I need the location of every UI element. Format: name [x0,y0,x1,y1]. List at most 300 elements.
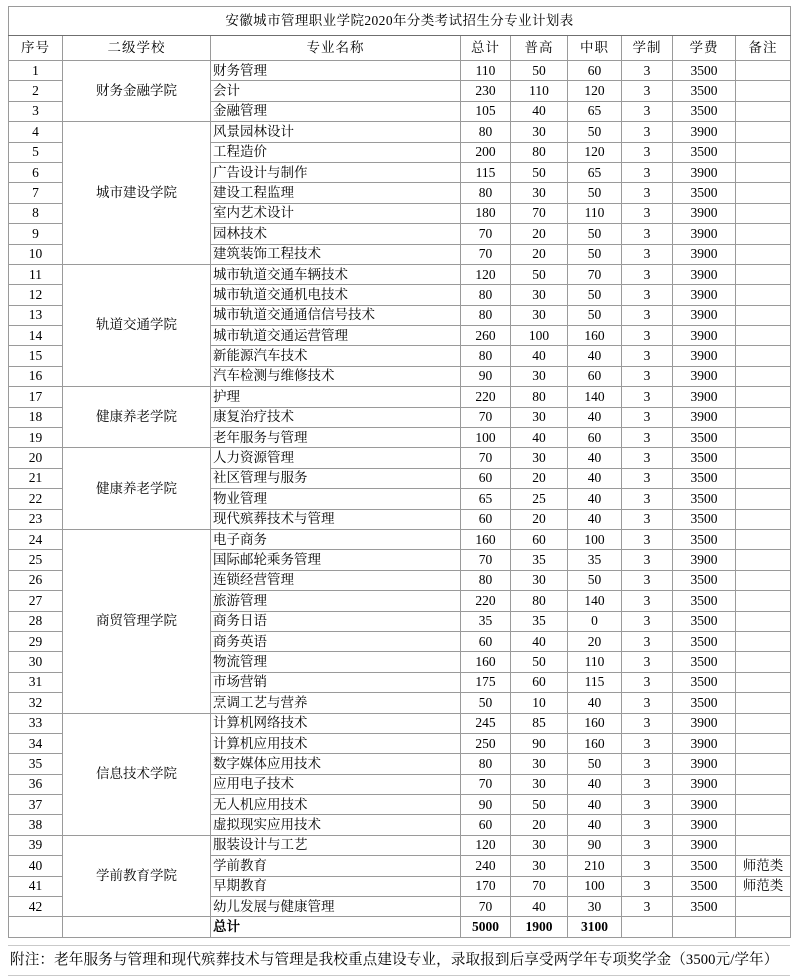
cell-no: 2 [9,81,63,101]
cell-fee: 3500 [673,468,736,488]
cell-fee: 3900 [673,835,736,855]
cell-general: 10 [511,693,568,713]
cell-fee: 3500 [673,631,736,651]
cell-no: 33 [9,713,63,733]
cell-general: 30 [511,856,568,876]
cell-remark [736,693,791,713]
cell-years: 3 [622,876,673,896]
cell-vocational: 115 [568,672,622,692]
cell-vocational: 50 [568,305,622,325]
cell-school: 信息技术学院 [63,713,211,835]
cell-major: 汽车检测与维修技术 [211,366,461,386]
cell-total: 50 [461,693,511,713]
cell-fee: 3500 [673,611,736,631]
cell-years: 3 [622,529,673,549]
cell-general: 40 [511,631,568,651]
cell-major: 现代殡葬技术与管理 [211,509,461,529]
cell-fee: 3900 [673,264,736,284]
cell-years: 3 [622,428,673,448]
cell-vocational: 35 [568,550,622,570]
cell-no: 3 [9,101,63,121]
cell-fee: 3500 [673,876,736,896]
cell-total: 35 [461,611,511,631]
column-header-vocational: 中职 [568,36,622,61]
cell-no: 11 [9,264,63,284]
cell-remark [736,122,791,142]
cell-major: 物业管理 [211,489,461,509]
cell-vocational: 60 [568,366,622,386]
cell-major: 护理 [211,387,461,407]
cell-total: 175 [461,672,511,692]
cell-vocational: 140 [568,591,622,611]
cell-fee: 3900 [673,285,736,305]
cell-major: 物流管理 [211,652,461,672]
cell-major: 广告设计与制作 [211,162,461,182]
cell-general: 30 [511,407,568,427]
cell-remark [736,652,791,672]
cell-fee: 3900 [673,387,736,407]
cell-general: 40 [511,428,568,448]
cell-major: 电子商务 [211,529,461,549]
cell-general: 35 [511,611,568,631]
cell-years: 3 [622,346,673,366]
cell-vocational: 210 [568,856,622,876]
table-row [9,264,791,284]
cell-no: 39 [9,835,63,855]
cell-years: 3 [622,366,673,386]
cell-major: 数字媒体应用技术 [211,754,461,774]
cell-remark [736,835,791,855]
cell-major: 城市轨道交通车辆技术 [211,264,461,284]
cell-major: 康复治疗技术 [211,407,461,427]
cell-no: 27 [9,591,63,611]
cell-general: 50 [511,61,568,81]
cell-general: 50 [511,795,568,815]
table-row [9,61,791,81]
cell-general: 35 [511,550,568,570]
cell-general: 20 [511,509,568,529]
cell-vocational: 50 [568,244,622,264]
cell-general: 30 [511,754,568,774]
cell-no: 21 [9,468,63,488]
cell-years: 3 [622,81,673,101]
cell-fee: 3500 [673,183,736,203]
cell-years: 3 [622,835,673,855]
admission-plan-table [8,6,791,938]
cell-no: 15 [9,346,63,366]
cell-fee: 3500 [673,672,736,692]
cell-years: 3 [622,224,673,244]
cell-years: 3 [622,856,673,876]
column-header-fee: 学费 [673,36,736,61]
table-total-row [9,917,791,937]
footer-note: 附注：老年服务与管理和现代殡葬技术与管理是我校重点建设专业，录取报到后享受两学年专项奖学金（3500元/学年） [10,951,779,968]
cell-no: 9 [9,224,63,244]
cell-remark [736,631,791,651]
table-row [9,529,791,549]
cell-major: 商务英语 [211,631,461,651]
cell-fee: 3500 [673,448,736,468]
total-cell-general: 1900 [511,917,568,937]
cell-total: 80 [461,122,511,142]
cell-vocational: 160 [568,326,622,346]
cell-years: 3 [622,611,673,631]
cell-years: 3 [622,203,673,223]
cell-no: 34 [9,733,63,753]
total-cell-fee [673,917,736,937]
cell-vocational: 0 [568,611,622,631]
cell-no: 14 [9,326,63,346]
cell-major: 金融管理 [211,101,461,121]
cell-no: 1 [9,61,63,81]
footer-note-container [8,945,790,976]
cell-no: 40 [9,856,63,876]
cell-no: 31 [9,672,63,692]
cell-years: 3 [622,387,673,407]
cell-total: 90 [461,795,511,815]
cell-general: 60 [511,529,568,549]
column-header-school: 二级学校 [63,36,211,61]
cell-no: 19 [9,428,63,448]
cell-vocational: 140 [568,387,622,407]
cell-vocational: 50 [568,285,622,305]
cell-vocational: 50 [568,122,622,142]
cell-vocational: 100 [568,529,622,549]
cell-general: 30 [511,448,568,468]
cell-fee: 3500 [673,856,736,876]
cell-remark [736,795,791,815]
cell-years: 3 [622,774,673,794]
cell-fee: 3900 [673,713,736,733]
cell-total: 70 [461,244,511,264]
cell-remark [736,897,791,917]
cell-general: 30 [511,366,568,386]
cell-vocational: 40 [568,489,622,509]
cell-years: 3 [622,407,673,427]
cell-general: 40 [511,897,568,917]
cell-no: 6 [9,162,63,182]
cell-remark [736,101,791,121]
cell-no: 22 [9,489,63,509]
cell-remark [736,387,791,407]
cell-major: 计算机网络技术 [211,713,461,733]
cell-vocational: 40 [568,468,622,488]
cell-major: 人力资源管理 [211,448,461,468]
total-cell-no [9,917,63,937]
cell-remark [736,183,791,203]
cell-years: 3 [622,713,673,733]
cell-years: 3 [622,448,673,468]
cell-no: 25 [9,550,63,570]
cell-fee: 3500 [673,81,736,101]
cell-total: 160 [461,652,511,672]
cell-vocational: 20 [568,631,622,651]
title-row [9,7,791,36]
cell-major: 无人机应用技术 [211,795,461,815]
cell-remark [736,162,791,182]
cell-fee: 3900 [673,244,736,264]
cell-no: 17 [9,387,63,407]
cell-years: 3 [622,101,673,121]
cell-general: 85 [511,713,568,733]
cell-fee: 3900 [673,305,736,325]
cell-no: 18 [9,407,63,427]
cell-vocational: 120 [568,142,622,162]
cell-total: 60 [461,631,511,651]
cell-vocational: 50 [568,183,622,203]
cell-general: 70 [511,876,568,896]
cell-major: 城市轨道交通通信信号技术 [211,305,461,325]
cell-fee: 3900 [673,224,736,244]
cell-remark [736,570,791,590]
cell-total: 70 [461,550,511,570]
cell-no: 13 [9,305,63,325]
cell-vocational: 120 [568,81,622,101]
cell-general: 80 [511,591,568,611]
cell-general: 30 [511,570,568,590]
cell-total: 100 [461,428,511,448]
cell-fee: 3500 [673,591,736,611]
cell-general: 20 [511,468,568,488]
cell-fee: 3500 [673,142,736,162]
cell-total: 70 [461,774,511,794]
cell-school: 健康养老学院 [63,448,211,530]
cell-remark [736,489,791,509]
cell-years: 3 [622,631,673,651]
cell-years: 3 [622,509,673,529]
cell-remark: 师范类 [736,876,791,896]
cell-remark [736,591,791,611]
cell-remark [736,672,791,692]
cell-years: 3 [622,795,673,815]
column-header-general: 普高 [511,36,568,61]
cell-years: 3 [622,815,673,835]
total-cell-vocational: 3100 [568,917,622,937]
cell-fee: 3900 [673,203,736,223]
cell-school: 学前教育学院 [63,835,211,917]
total-cell-years [622,917,673,937]
cell-total: 230 [461,81,511,101]
cell-remark [736,326,791,346]
cell-general: 60 [511,672,568,692]
cell-fee: 3500 [673,693,736,713]
cell-remark [736,407,791,427]
cell-remark [736,774,791,794]
cell-vocational: 40 [568,693,622,713]
cell-general: 40 [511,101,568,121]
cell-total: 120 [461,264,511,284]
cell-years: 3 [622,550,673,570]
cell-total: 170 [461,876,511,896]
cell-major: 幼儿发展与健康管理 [211,897,461,917]
cell-fee: 3900 [673,162,736,182]
cell-major: 新能源汽车技术 [211,346,461,366]
cell-fee: 3900 [673,815,736,835]
cell-total: 60 [461,815,511,835]
table-body [9,7,791,938]
cell-fee: 3500 [673,489,736,509]
cell-years: 3 [622,183,673,203]
cell-vocational: 160 [568,713,622,733]
cell-years: 3 [622,142,673,162]
cell-remark [736,285,791,305]
cell-major: 建设工程监理 [211,183,461,203]
cell-fee: 3900 [673,733,736,753]
cell-no: 37 [9,795,63,815]
cell-remark [736,713,791,733]
cell-school: 健康养老学院 [63,387,211,448]
cell-major: 服装设计与工艺 [211,835,461,855]
cell-remark [736,61,791,81]
cell-general: 30 [511,183,568,203]
cell-general: 30 [511,305,568,325]
cell-major: 建筑装饰工程技术 [211,244,461,264]
cell-fee: 3500 [673,529,736,549]
column-header-remark: 备注 [736,36,791,61]
cell-no: 32 [9,693,63,713]
cell-years: 3 [622,570,673,590]
cell-school: 商贸管理学院 [63,529,211,713]
cell-no: 16 [9,366,63,386]
cell-school: 城市建设学院 [63,122,211,265]
cell-total: 80 [461,305,511,325]
cell-major: 风景园林设计 [211,122,461,142]
cell-major: 商务日语 [211,611,461,631]
cell-total: 240 [461,856,511,876]
cell-vocational: 40 [568,407,622,427]
cell-total: 220 [461,591,511,611]
total-cell-remark [736,917,791,937]
cell-vocational: 160 [568,733,622,753]
cell-vocational: 30 [568,897,622,917]
cell-remark [736,448,791,468]
cell-vocational: 110 [568,203,622,223]
cell-remark [736,611,791,631]
cell-major: 虚拟现实应用技术 [211,815,461,835]
cell-no: 28 [9,611,63,631]
cell-school: 轨道交通学院 [63,264,211,386]
cell-no: 10 [9,244,63,264]
cell-no: 41 [9,876,63,896]
cell-general: 100 [511,326,568,346]
cell-total: 80 [461,285,511,305]
cell-general: 110 [511,81,568,101]
cell-general: 20 [511,815,568,835]
cell-total: 70 [461,448,511,468]
cell-total: 120 [461,835,511,855]
cell-total: 80 [461,183,511,203]
cell-remark [736,509,791,529]
cell-remark [736,203,791,223]
cell-remark [736,142,791,162]
cell-vocational: 70 [568,264,622,284]
cell-remark [736,366,791,386]
cell-general: 80 [511,387,568,407]
cell-remark [736,264,791,284]
cell-years: 3 [622,285,673,305]
cell-years: 3 [622,244,673,264]
cell-vocational: 40 [568,774,622,794]
cell-no: 24 [9,529,63,549]
cell-fee: 3500 [673,509,736,529]
cell-general: 40 [511,346,568,366]
cell-total: 245 [461,713,511,733]
cell-vocational: 40 [568,448,622,468]
cell-remark [736,733,791,753]
cell-no: 26 [9,570,63,590]
cell-vocational: 50 [568,224,622,244]
cell-fee: 3900 [673,366,736,386]
cell-fee: 3900 [673,774,736,794]
cell-total: 180 [461,203,511,223]
cell-vocational: 60 [568,428,622,448]
cell-major: 室内艺术设计 [211,203,461,223]
cell-vocational: 50 [568,754,622,774]
cell-no: 23 [9,509,63,529]
cell-remark [736,529,791,549]
cell-total: 70 [461,897,511,917]
cell-vocational: 40 [568,795,622,815]
cell-vocational: 65 [568,101,622,121]
cell-remark [736,346,791,366]
cell-remark [736,550,791,570]
cell-years: 3 [622,489,673,509]
cell-general: 30 [511,774,568,794]
cell-fee: 3500 [673,570,736,590]
cell-major: 社区管理与服务 [211,468,461,488]
cell-years: 3 [622,264,673,284]
cell-remark: 师范类 [736,856,791,876]
cell-years: 3 [622,61,673,81]
cell-general: 50 [511,264,568,284]
cell-fee: 3900 [673,754,736,774]
cell-major: 工程造价 [211,142,461,162]
cell-fee: 3500 [673,652,736,672]
cell-years: 3 [622,122,673,142]
cell-total: 90 [461,366,511,386]
cell-total: 260 [461,326,511,346]
cell-remark [736,468,791,488]
cell-no: 4 [9,122,63,142]
cell-no: 20 [9,448,63,468]
cell-total: 80 [461,754,511,774]
cell-remark [736,244,791,264]
cell-fee: 3500 [673,61,736,81]
cell-fee: 3900 [673,326,736,346]
cell-no: 29 [9,631,63,651]
cell-total: 70 [461,224,511,244]
cell-school: 财务金融学院 [63,61,211,122]
cell-fee: 3500 [673,101,736,121]
cell-years: 3 [622,693,673,713]
cell-general: 20 [511,224,568,244]
cell-years: 3 [622,652,673,672]
cell-vocational: 100 [568,876,622,896]
cell-total: 200 [461,142,511,162]
cell-remark [736,428,791,448]
cell-fee: 3900 [673,407,736,427]
cell-fee: 3500 [673,897,736,917]
cell-general: 25 [511,489,568,509]
cell-major: 园林技术 [211,224,461,244]
cell-major: 老年服务与管理 [211,428,461,448]
cell-years: 3 [622,733,673,753]
cell-major: 旅游管理 [211,591,461,611]
cell-total: 220 [461,387,511,407]
cell-total: 250 [461,733,511,753]
cell-vocational: 50 [568,570,622,590]
cell-no: 30 [9,652,63,672]
